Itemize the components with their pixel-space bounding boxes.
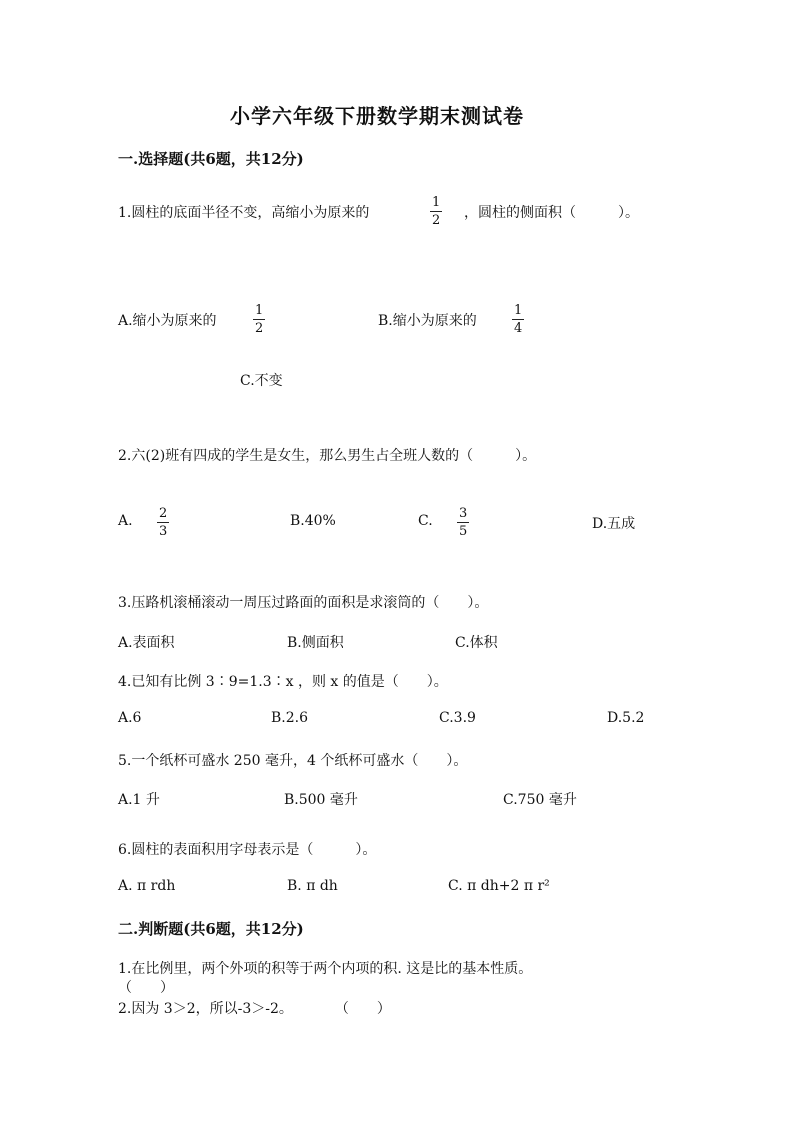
- question-4-text: 4.已知有比例 3∶9=1.3∶x ，则 x 的值是（ ）。: [118, 674, 448, 690]
- section-heading-judge: 二.判断题(共6题，共12分): [118, 920, 304, 938]
- question-1-fraction: [430, 195, 442, 228]
- question-6-option-a[interactable]: A. π rdh: [118, 878, 176, 894]
- judge-question-1-answer-blank[interactable]: （ ）: [118, 980, 174, 996]
- fraction-denominator: 2: [255, 321, 264, 336]
- question-5-option-c[interactable]: C.750 毫升: [503, 792, 577, 808]
- fraction-denominator: 5: [459, 524, 468, 539]
- fraction-numerator: 1: [255, 303, 264, 318]
- question-3-option-c[interactable]: C.体积: [455, 635, 498, 651]
- question-5-option-a[interactable]: A.1 升: [118, 792, 160, 808]
- question-2-option-d[interactable]: D.五成: [592, 516, 636, 532]
- fraction-bar: [457, 522, 469, 523]
- question-1-option-b[interactable]: B.缩小为原来的: [378, 313, 477, 329]
- question-3-option-b[interactable]: B.侧面积: [287, 635, 344, 651]
- fraction-denominator: 4: [514, 321, 523, 336]
- judge-question-1-text: 1.在比例里，两个外项的积等于两个内项的积. 这是比的基本性质。: [118, 961, 533, 977]
- fraction-numerator: 1: [514, 303, 523, 318]
- fraction-denominator: 2: [432, 213, 441, 228]
- fraction-bar: [430, 211, 442, 212]
- question-2-option-a[interactable]: A.: [118, 513, 133, 529]
- question-4-option-d[interactable]: D.5.2: [607, 710, 645, 726]
- question-1-option-a-fraction: [253, 303, 265, 336]
- question-3-text: 3.压路机滚桶滚动一周压过路面的面积是求滚筒的（ ）。: [118, 595, 489, 611]
- fraction-numerator: 3: [459, 506, 468, 521]
- question-5-option-b[interactable]: B.500 毫升: [284, 792, 358, 808]
- question-6-text: 6.圆柱的表面积用字母表示是（ ）。: [118, 842, 377, 858]
- question-2-text: 2.六(2)班有四成的学生是女生，那么男生占全班人数的（ ）。: [118, 448, 537, 464]
- question-2-option-c[interactable]: C.: [418, 513, 433, 529]
- question-1-text-after: ，圆柱的侧面积（ ）。: [464, 205, 639, 221]
- fraction-numerator: 2: [159, 506, 168, 521]
- question-1-text: 1.圆柱的底面半径不变，高缩小为原来的: [118, 205, 370, 221]
- fraction-bar: [512, 319, 524, 320]
- question-1-option-c[interactable]: C.不变: [240, 373, 283, 389]
- question-3-option-a[interactable]: A.表面积: [118, 635, 175, 651]
- question-1-option-b-fraction: [512, 303, 524, 336]
- question-6-option-b[interactable]: B. π dh: [287, 878, 338, 894]
- fraction-bar: [157, 522, 169, 523]
- question-2-option-a-fraction: [157, 506, 169, 539]
- question-1-option-a[interactable]: A.缩小为原来的: [118, 313, 217, 329]
- fraction-bar: [253, 319, 265, 320]
- question-2-option-b[interactable]: B.40%: [290, 513, 336, 529]
- page-title: 小学六年级下册数学期末测试卷: [230, 104, 524, 128]
- question-4-option-c[interactable]: C.3.9: [439, 710, 476, 726]
- question-4-option-b[interactable]: B.2.6: [271, 710, 309, 726]
- section-heading-choice: 一.选择题(共6题，共12分): [118, 150, 304, 168]
- fraction-denominator: 3: [159, 524, 168, 539]
- judge-question-2-text: 2.因为 3＞2，所以-3＞-2。 （ ）: [118, 1001, 391, 1017]
- question-5-text: 5.一个纸杯可盛水 250 毫升，4 个纸杯可盛水（ ）。: [118, 753, 468, 769]
- question-4-option-a[interactable]: A.6: [118, 710, 142, 726]
- question-6-option-c[interactable]: C. π dh+2 π r²: [448, 878, 550, 894]
- question-2-option-c-fraction: [457, 506, 469, 539]
- fraction-numerator: 1: [432, 195, 441, 210]
